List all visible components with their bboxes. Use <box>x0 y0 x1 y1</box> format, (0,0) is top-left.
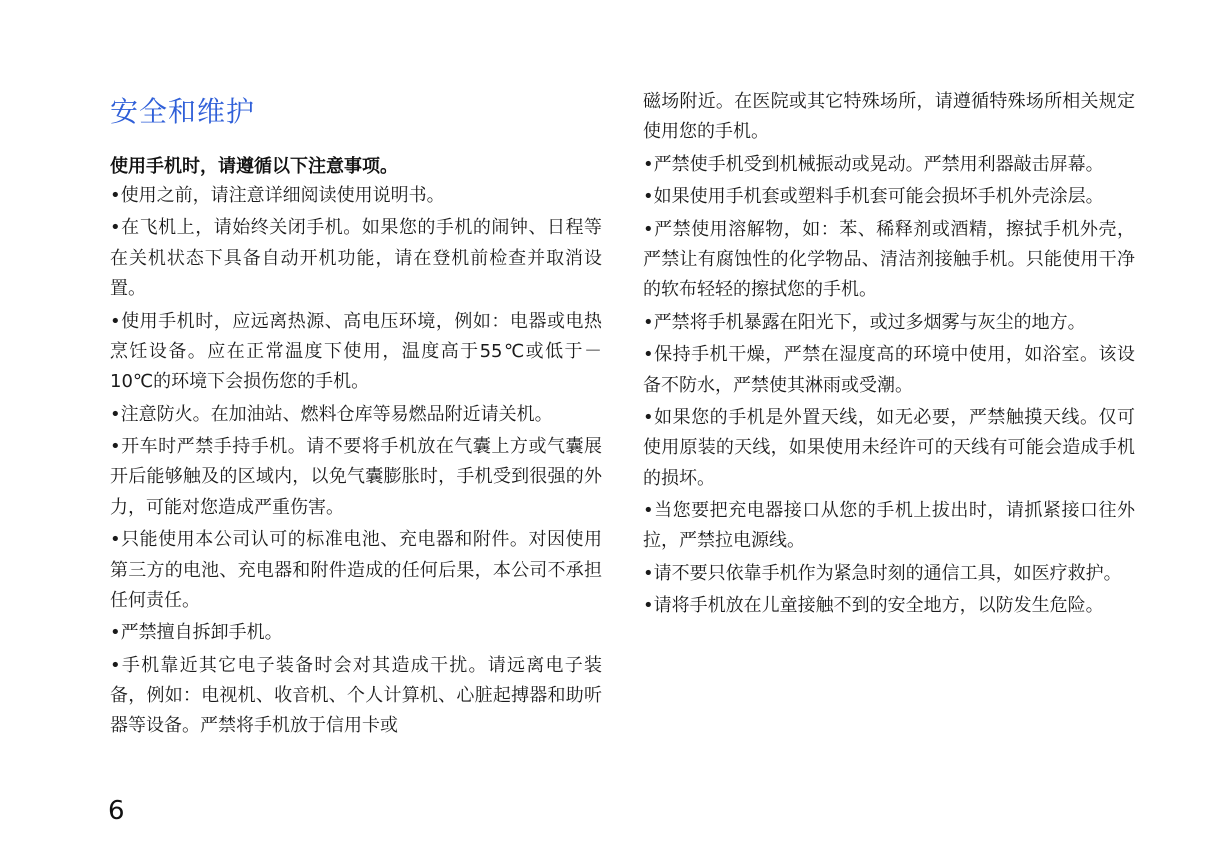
list-item: •如果使用手机套或塑料手机套可能会损坏手机外壳涂层。 <box>643 186 1104 208</box>
right-precautions-list <box>643 87 1135 624</box>
list-item: •在飞机上，请始终关闭手机。如果您的手机的闹钟、日程等在关机状态下具备自动开机功能，请在登机前检查并取消设置。 <box>110 217 602 300</box>
list-item: •请将手机放在儿童接触不到的安全地方，以防发生危险。 <box>643 595 1104 617</box>
list-item: •开车时严禁手持手机。请不要将手机放在气囊上方或气囊展开后能够触及的区域内，以免气囊膨胀时，手机受到很强的外力，可能对您造成严重伤害。 <box>110 436 602 518</box>
list-item: •如果您的手机是外置天线，如无必要，严禁触摸天线。仅可使用原装的天线，如果使用未经许可的天线有可能会造成手机的损坏。 <box>643 407 1135 489</box>
list-item: •严禁使手机受到机械振动或晃动。严禁用利器敲击屏幕。 <box>643 153 1104 175</box>
list-item: •严禁擅自拆卸手机。 <box>110 622 283 644</box>
list-item: •注意防火。在加油站、燃料仓库等易燃品附近请关机。 <box>110 403 553 425</box>
list-item: •请不要只依靠手机作为紧急时刻的通信工具，如医疗救护。 <box>643 562 1122 584</box>
list-item: •只能使用本公司认可的标准电池、充电器和附件。对因使用第三方的电池、充电器和附件造成的任何后果，本公司不承担任何责任。 <box>110 529 602 611</box>
page-title: 安全和维护 <box>110 95 256 128</box>
list-item: •手机靠近其它电子装备时会对其造成干扰。请远离电子装备，例如：电视机、收音机、个人计算机、心脏起搏器和助听器等设备。严禁将手机放于信用卡或 <box>110 654 602 737</box>
intro-heading: 使用手机时，请遵循以下注意事项。 <box>110 156 398 177</box>
left-precautions-list <box>110 181 602 744</box>
list-item: •保持手机干燥，严禁在湿度高的环境中使用，如浴室。该设备不防水，严禁使其淋雨或受潮。 <box>643 344 1135 396</box>
page-number: 6 <box>108 796 125 826</box>
list-item: 磁场附近。在医院或其它特殊场所，请遵循特殊场所相关规定使用您的手机。 <box>643 91 1135 143</box>
list-item: •严禁将手机暴露在阳光下，或过多烟雾与灰尘的地方。 <box>643 311 1086 333</box>
list-item: •使用之前，请注意详细阅读使用说明书。 <box>110 185 445 206</box>
list-item: •使用手机时，应远离热源、高电压环境，例如：电器或电热烹饪设备。应在正常温度下使用，温度高于55℃或低于－10℃的环境下会损伤您的手机。 <box>110 310 602 393</box>
list-item: •严禁使用溶解物，如：苯、稀释剂或酒精，擦拭手机外壳，严禁让有腐蚀性的化学物品、清洁剂接触手机。只能使用干净的软布轻轻的擦拭您的手机。 <box>643 218 1135 301</box>
list-item: •当您要把充电器接口从您的手机上拔出时，请抓紧接口往外拉，严禁拉电源线。 <box>643 500 1135 552</box>
